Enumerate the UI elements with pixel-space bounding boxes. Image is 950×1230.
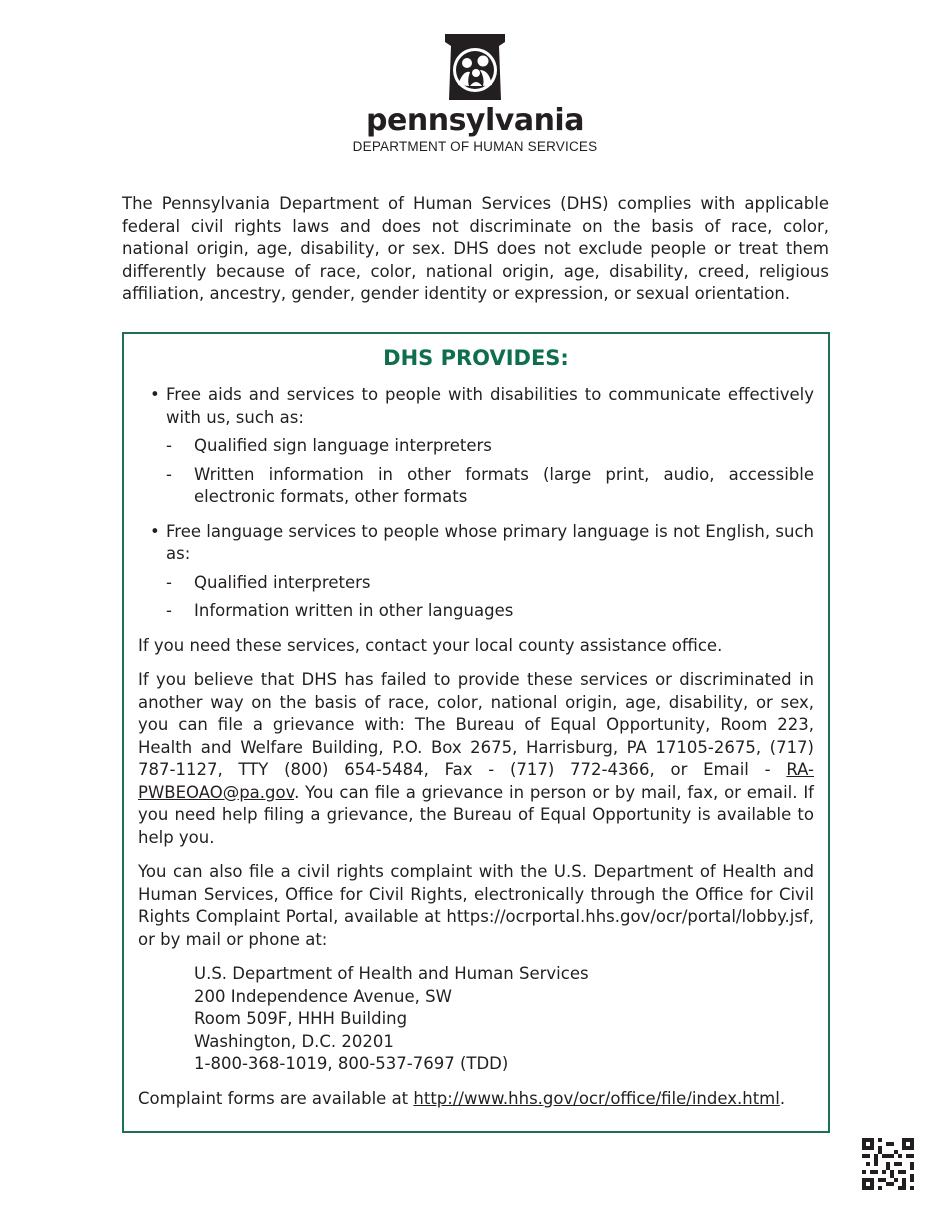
sub-list-item	[138, 600, 814, 623]
forms-link[interactable]: http://www.hhs.gov/ocr/office/file/index.html	[413, 1088, 780, 1108]
sub-list-item	[138, 435, 814, 458]
bullet-text: Free language services to people whose primary language is not English, such as:	[166, 521, 814, 563]
sub-list-item	[138, 572, 814, 595]
qr-code	[862, 1138, 914, 1190]
forms-suffix: .	[779, 1088, 786, 1108]
dash-icon: -	[166, 572, 172, 592]
email-link[interactable]: RA-PWBEOAO@pa.gov	[138, 760, 814, 802]
department-name: DEPARTMENT OF HUMAN SERVICES	[352, 139, 598, 154]
contact-paragraph: If you need these services, contact your local county assistance office.	[138, 635, 723, 655]
address-line: 200 Independence Avenue, SW	[194, 986, 452, 1006]
dash-icon: -	[166, 436, 172, 455]
dhs-provides-box	[122, 332, 830, 1133]
list-item	[138, 521, 814, 566]
address-line: U.S. Department of Health and Human Services	[194, 964, 589, 983]
intro-paragraph: The Pennsylvania Department of Human Services (DHS) complies with applicable federal civil rights laws and does not discriminate on the basis of race, color, national origin, age, disability, or sex. DHS does not exclude people or treat them differently because of race, color, national origin, age, disability, creed, religious affiliation, ancestry, gender, gender identity or expression, or sexual orientation.	[122, 194, 829, 303]
address-line: Washington, D.C. 20201	[194, 1031, 394, 1051]
brand-wordmark: pennsylvania	[366, 103, 584, 138]
forms-text: Complaint forms are available at	[138, 1088, 414, 1108]
grievance-paragraph	[138, 669, 814, 849]
dash-icon: -	[166, 601, 172, 620]
sub-item-text: Written information in other formats (large print, audio, accessible electronic formats, other formats	[194, 464, 814, 506]
list-item	[138, 384, 814, 429]
dash-icon: -	[166, 464, 172, 484]
sub-item-text: Information written in other languages	[194, 601, 514, 620]
bullet-text: Free aids and services to people with disabilities to communicate effectively with us, such as:	[166, 385, 814, 427]
forms-paragraph	[138, 1088, 814, 1111]
address-line: Room 509F, HHH Building	[194, 1009, 408, 1028]
grievance-text: If you believe that DHS has failed to provide these services or discriminated in another way on the basis of race, color, national origin, age, disability, or sex, you can file a grievance with: The Bureau of Equal Opportunity, Room 223, Health and Welfare Building, P.O. Box 2675, Harrisburg, PA 17105-2675, (717) 787-1127, TTY (800) 654-5484, Fax - (717) 772-4366, or Email -	[138, 670, 814, 779]
mailing-address	[138, 963, 814, 1076]
sub-item-text: Qualified sign language interpreters	[194, 436, 492, 455]
sub-item-text: Qualified interpreters	[194, 572, 371, 592]
bullet-icon: •	[150, 385, 160, 404]
box-title: DHS PROVIDES:	[383, 346, 569, 370]
grievance-text-end: . You can file a grievance in person or by mail, fax, or email. If you need help filing a grievance, the Bureau of Equal Opportunity is available to help you.	[138, 782, 814, 847]
bullet-icon: •	[150, 521, 160, 541]
complaint-paragraph: You can also file a civil rights complaint with the U.S. Department of Health and Human Services, Office for Civil Rights, electronically through the Office for Civil Rights Complaint Portal, available at https://ocrportal.hhs.gov/ocr/portal/lobby.jsf, or by mail or phone at:	[138, 862, 814, 949]
header	[0, 30, 950, 156]
sub-list-item	[138, 464, 814, 509]
address-line: 1-800-368-1019, 800-537-7697 (TDD)	[194, 1054, 509, 1073]
keystone-family-icon	[439, 30, 511, 102]
